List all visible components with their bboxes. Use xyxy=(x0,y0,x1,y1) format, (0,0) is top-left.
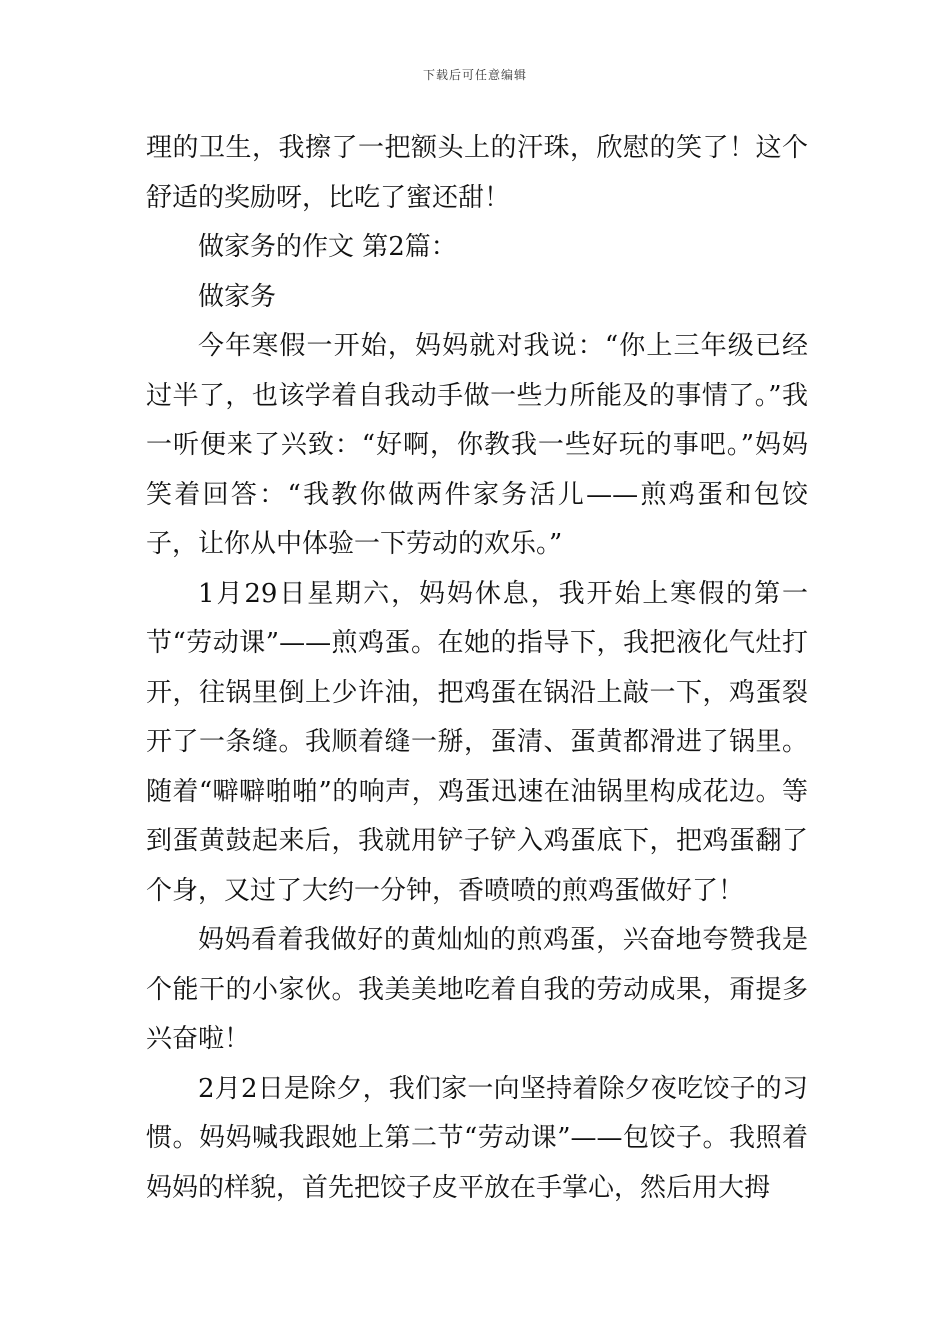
paragraph-continuation: 理的卫生，我擦了一把额头上的汗珠，欣慰的笑了！这个舒适的奖励呀，比吃了蜜还甜！ xyxy=(146,133,808,213)
section-heading: 做家务的作文 第2篇： xyxy=(198,232,457,262)
paragraph: 今年寒假一开始，妈妈就对我说：“你上三年级已经过半了，也该学着自我动手做一些力所能及的事情了。”我一听便来了兴致：“好啊，你教我一些好玩的事吧。”妈妈笑着回答：“我教你做两件家务活儿——煎鸡蛋和包饺子，让你从中体验一下劳动的欢乐。” xyxy=(146,331,808,559)
paragraph: 妈妈看着我做好的黄灿灿的煎鸡蛋，兴奋地夸赞我是个能干的小家伙。我美美地吃着自我的劳动成果，甭提多兴奋啦！ xyxy=(146,925,808,1054)
paragraph: 1月29日星期六，妈妈休息，我开始上寒假的第一节“劳动课”——煎鸡蛋。在她的指导下，我把液化气灶打开，往锅里倒上少许油，把鸡蛋在锅沿上敲一下，鸡蛋裂开了一条缝。我顺着缝一掰，蛋清、蛋黄都滑进了锅里。随着“噼噼啪啪”的响声，鸡蛋迅速在油锅里构成花边。等到蛋黄鼓起来后，我就用铲子铲入鸡蛋底下，把鸡蛋翻了个身，又过了大约一分钟，香喷喷的煎鸡蛋做好了！ xyxy=(146,578,808,906)
page-header-note: 下载后可任意编辑 xyxy=(422,68,527,82)
essay-title: 做家务 xyxy=(198,281,277,312)
paragraph: 2月2日是除夕，我们家一向坚持着除夕夜吃饺子的习惯。妈妈喊我跟她上第二节“劳动课”——包饺子。我照着妈妈的样貌，首先把饺子皮平放在手掌心，然后用大拇 xyxy=(146,1073,808,1203)
document-body xyxy=(146,124,808,1213)
